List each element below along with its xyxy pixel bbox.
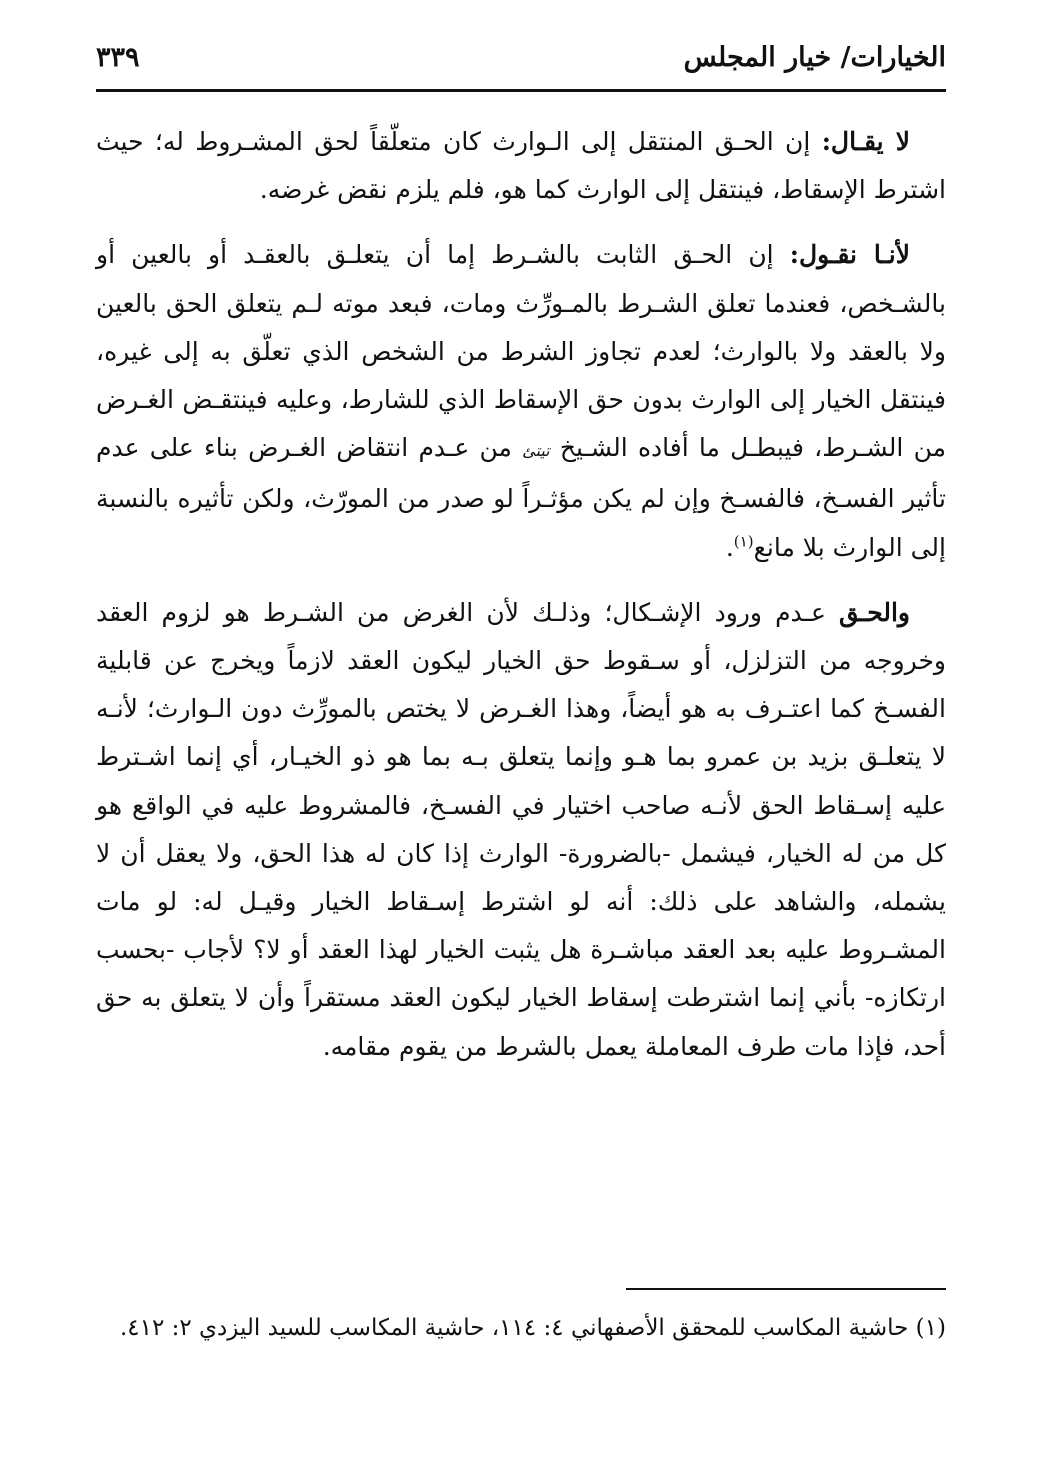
main-text	[96, 118, 946, 1071]
page-header	[96, 40, 946, 86]
paragraph-text: إن الحـق المنتقل إلى الـوارث كان متعلّقاً لحق المشـروط له؛ حيث اشترط الإسقاط، فينتقل إلى الوارث كما هو، فلم يلزم نقض غرضه.	[96, 127, 946, 205]
paragraph-2	[96, 231, 946, 571]
footnote-divider	[626, 1288, 946, 1290]
paragraph-text: إن الحـق الثابت بالشـرط إما أن يتعلـق بالعقـد أو بالعين أو بالشـخص، فعندما تعلق الشـرط بالمـورِّث ومات، فبعد موته لـم يتعلق الحق بالعين ولا بالعقد ولا بالوارث؛ لعدم تجاوز الشرط من الشخص الذي تعلّق به إلى غيره، فينتقل الخيار إلى الوارث بدون حق الإسقاط الذي للشارط، وعليه فينتقـض الغـرض من الشـرط، فيبطـل ما أفاده الشـيخ	[96, 240, 947, 463]
footnote-1: (١) حاشية المكاسب للمحقق الأصفهاني ٤: ١١٤، حاشية المكاسب للسيد اليزدي ٢: ٤١٢.	[119, 1315, 946, 1341]
paragraph-lead: لا يقـال:	[821, 127, 910, 156]
page-number: ٣٣٩	[96, 42, 140, 73]
footnote-reference[interactable]: (١)	[733, 532, 754, 551]
header-divider	[96, 89, 946, 92]
running-title: الخيارات/ خيار المجلس	[683, 42, 946, 73]
paragraph-text: عـدم ورود الإشـكال؛ وذلـك لأن الغرض من الشـرط هو لزوم العقد وخروجه من التزلزل، أو سـقوط حق الخيار ليكون العقد لازماً ويخرج عن قابلية الفسـخ كما اعتـرف به هو أيضاً، وهذا الغـرض لا يختص بالمورِّث دون الـوارث؛ لأنـه لا يتعلـق بزيد بن عمرو بما هـو وإنما يتعلق بـه بما هو ذو الخيـار، أي إنما اشـترط عليه إسـقاط الحق لأنـه صاحب اختيار في الفسـخ، فالمشروط عليه في الواقع هو كل من له الخيار، فيشمل -بالضرورة- الوارث إذا كان له هذا الحق، ولا يعقل أن لا يشمله، والشاهد على ذلك: أنه لو اشترط إسـقاط الخيار وقيـل له: لو مات المشـروط عليه بعد العقد مباشـرة هل يثبت الخيار لهذا العقد أو لا؟ لأجاب -بحسب ارتكازه- بأني إنما اشترطت إسقاط الخيار ليكون العقد مستقراً وأن لا يتعلق به حق أحد، فإذا مات طرف المعاملة يعمل بالشرط من يقوم مقامه.	[96, 597, 946, 1061]
footnotes	[96, 1309, 946, 1347]
paragraph-text: .	[725, 532, 734, 562]
paragraph-1	[96, 118, 946, 214]
honorific-mark: ﺗﻴﺘﺊ	[522, 441, 550, 461]
paragraph-lead: لأنـا نقـول:	[789, 240, 910, 270]
paragraph-3	[96, 589, 946, 1071]
paragraph-text: من عـدم انتقاض الغـرض بناء على عدم تأثير الفسـخ، فالفسـخ وإن لم يكن مؤثـراً لو صدر من المورّث، ولكن تأثيره بالنسبة إلى الوارث بلا مانع	[96, 433, 946, 562]
paragraph-lead: والحـق	[839, 597, 910, 627]
